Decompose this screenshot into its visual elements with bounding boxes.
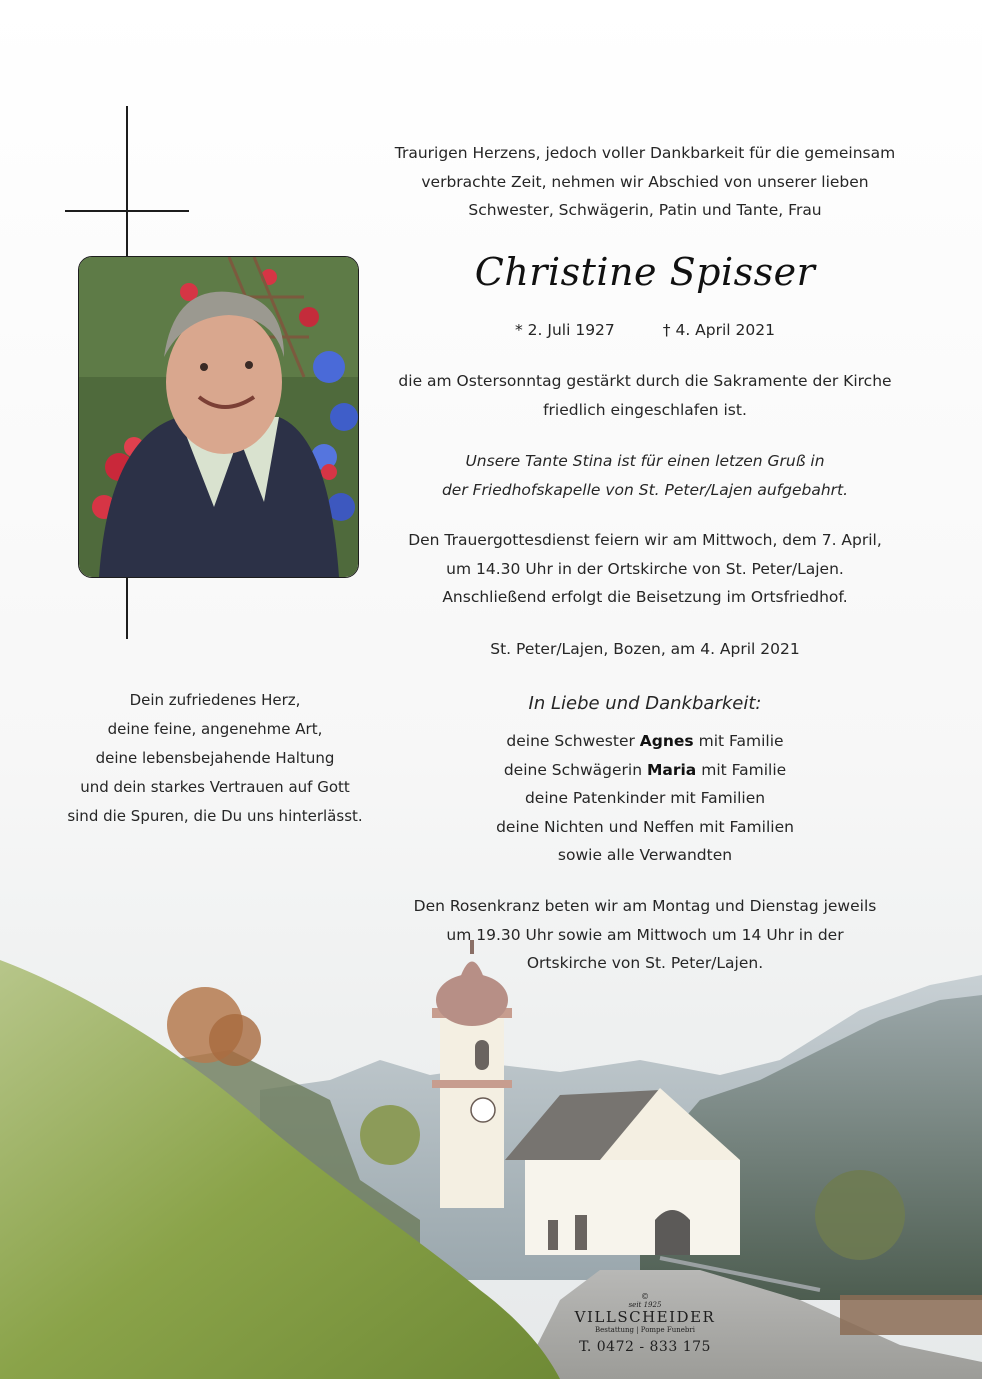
copyright-mark: © [641,1292,649,1301]
mourner-2-prefix: deine Schwägerin [503,760,643,779]
intro-text [375,139,915,225]
viewing-line-2: der Friedhofskapelle von St. Peter/Lajen aufgebahrt. [441,480,849,499]
viewing-line-1: Unsere Tante Stina ist für einen letzen Gruß in [465,452,825,470]
poem-line-5: sind die Spuren, die Du uns hinterlässt. [67,807,363,825]
brand-subtitle: Bestattung | Pompe Funebri [594,1326,695,1334]
mourner-2-suffix: mit Familie [701,760,787,779]
rosary-line-1: Den Rosenkranz beten wir am Montag und Dienstag jeweils [413,897,877,915]
mourner-line-1 [375,727,915,756]
rosary-line-2: um 19.30 Uhr sowie am Mittwoch um 14 Uhr in der [446,925,844,944]
passing-text [375,367,915,424]
rosary-text [375,892,915,978]
intro-line-2: verbrachte Zeit, nehmen wir Abschied von unserer lieben [421,172,869,191]
service-line-3: Anschließend erfolgt die Beisetzung im Ortsfriedhof. [442,588,848,606]
passing-line-2: friedlich eingeschlafen ist. [543,400,747,419]
viewing-text [375,447,915,504]
mourner-line-3: deine Patenkinder mit Familien [524,789,766,807]
service-text [375,526,915,612]
poem-line-1: Dein zufriedenes Herz, [129,691,301,709]
mourner-line-4: deine Nichten und Neffen mit Familien [496,817,794,836]
birth-date: * 2. Juli 1927 [515,321,615,339]
poem-line-3: deine lebensbejahende Haltung [95,749,335,767]
intro-line-3: Schwester, Schwägerin, Patin und Tante, Frau [468,201,822,219]
mourner-line-5: sowie alle Verwandten [557,846,733,864]
mourner-line-2 [375,756,915,785]
poem-line-4: und dein starkes Vertrauen auf Gott [80,778,350,796]
death-date: † 4. April 2021 [662,321,775,339]
mourners-list [375,727,915,870]
place-date: St. Peter/Lajen, Bozen, am 4. April 2021 [490,640,800,658]
service-line-2: um 14.30 Uhr in der Ortskirche von St. Peter/Lajen. [446,559,844,578]
undertaker-logo [560,1292,730,1356]
poem [60,686,370,831]
service-line-1: Den Trauergottesdienst feiern wir am Mittwoch, dem 7. April, [408,531,882,549]
since-label: seit 1925 [628,1301,662,1309]
cross-horizontal-line [65,210,189,212]
mourners-heading: In Liebe und Dankbarkeit: [528,693,762,714]
rosary-line-3: Ortskirche von St. Peter/Lajen. [526,954,764,972]
portrait-image [79,257,358,577]
deceased-name: Christine Spisser [474,250,816,294]
mourner-1-suffix: mit Familie [698,732,784,750]
poem-line-2: deine feine, angenehme Art, [107,720,323,738]
mourner-2-name: Maria [646,760,697,779]
portrait-photo [78,256,359,578]
mourner-1-name: Agnes [639,732,694,750]
phone-number: T. 0472 - 833 175 [579,1339,711,1355]
intro-line-1: Traurigen Herzens, jedoch voller Dankbarkeit für die gemeinsam [394,144,896,162]
mourner-1-prefix: deine Schwester [506,732,635,750]
passing-line-1: die am Ostersonntag gestärkt durch die Sakramente der Kirche [398,372,892,390]
life-dates [375,316,915,345]
brand-name: VILLSCHEIDER [574,1308,716,1326]
